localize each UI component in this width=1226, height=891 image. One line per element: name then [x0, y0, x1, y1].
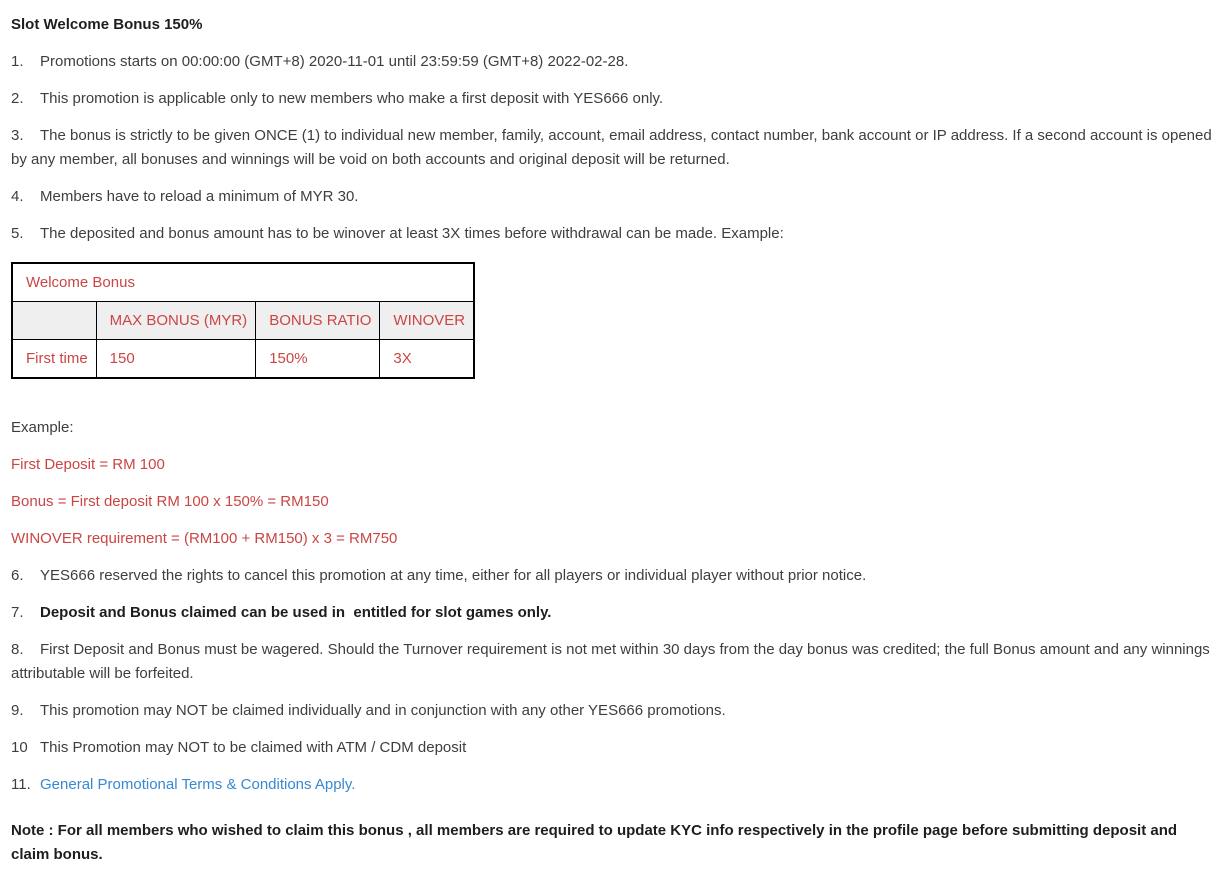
table-header-cell: MAX BONUS (MYR): [96, 302, 256, 340]
example-line: First Deposit = RM 100: [11, 456, 165, 473]
table-cell: 150%: [256, 340, 380, 379]
term-item: [11, 87, 1215, 111]
table-caption-row: [12, 263, 474, 302]
item-text: YES666 reserved the rights to cancel this promotion at any time, either for all players or individual player without prior notice.: [40, 567, 867, 584]
item-text: Promotions starts on 00:00:00 (GMT+8) 2020-11-01 until 23:59:59 (GMT+8) 2022-02-28.: [40, 53, 629, 70]
item-number: 9.: [11, 702, 24, 719]
table-row: [12, 340, 474, 379]
item-number: 3.: [11, 127, 24, 144]
term-item: [11, 699, 1215, 723]
term-item: [11, 601, 1215, 625]
table-caption-cell: Welcome Bonus: [12, 263, 474, 302]
item-number: 1.: [11, 53, 24, 70]
example-line: Bonus = First deposit RM 100 x 150% = RM150: [11, 493, 329, 510]
item-text: This Promotion may NOT to be claimed with ATM / CDM deposit: [40, 739, 467, 756]
term-item: [11, 222, 1215, 246]
item-number: 8.: [11, 641, 24, 658]
item-text: The bonus is strictly to be given ONCE (1) to individual new member, family, account, email address, contact number, bank account or IP address. If a second account is opened by any member, all bonuses and winnings will be void on both accounts and original deposit will be returned.: [11, 127, 1216, 168]
table-header-cell: BONUS RATIO: [256, 302, 380, 340]
item-number: 11.: [11, 776, 31, 793]
item-text: This promotion may NOT be claimed individually and in conjunction with any other YES666 promotions.: [40, 702, 726, 719]
item-text: This promotion is applicable only to new members who make a first deposit with YES666 only.: [40, 90, 664, 107]
table-header-cell: WINOVER: [380, 302, 474, 340]
item-text: Deposit and Bonus claimed can be used in entitled for slot games only.: [40, 604, 552, 621]
page-title: Slot Welcome Bonus 150%: [11, 16, 203, 33]
example-label: Example:: [11, 419, 74, 436]
term-item: [11, 50, 1215, 74]
term-item: [11, 564, 1215, 588]
term-item: [11, 773, 1215, 797]
table-header-row: [12, 302, 474, 340]
term-item: [11, 185, 1215, 209]
item-number: 4.: [11, 188, 24, 205]
kyc-note: Note : For all members who wished to claim this bonus , all members are required to update KYC info respectively in the profile page before submitting deposit and claim bonus.: [11, 822, 1182, 863]
term-item: [11, 638, 1215, 686]
table-cell: 150: [96, 340, 256, 379]
term-item: [11, 736, 1215, 760]
table-cell: First time: [12, 340, 96, 379]
example-line: WINOVER requirement = (RM100 + RM150) x 3 = RM750: [11, 530, 398, 547]
item-text: Members have to reload a minimum of MYR 30.: [40, 188, 359, 205]
item-number: 2.: [11, 90, 24, 107]
bonus-table: [11, 262, 475, 379]
item-number: 5.: [11, 225, 24, 242]
item-text: First Deposit and Bonus must be wagered. Should the Turnover requirement is not met within 30 days from the day bonus was credited; the full Bonus amount and any winnings attributable will be forfeited.: [11, 641, 1214, 682]
item-number: 6.: [11, 567, 24, 584]
table-cell: 3X: [380, 340, 474, 379]
item-number: 10: [11, 739, 28, 756]
general-terms-link[interactable]: General Promotional Terms & Conditions Apply.: [40, 776, 356, 793]
item-text: The deposited and bonus amount has to be winover at least 3X times before withdrawal can be made. Example:: [40, 225, 784, 242]
table-header-cell: [12, 302, 96, 340]
item-number: 7.: [11, 604, 24, 621]
term-item: [11, 124, 1215, 172]
